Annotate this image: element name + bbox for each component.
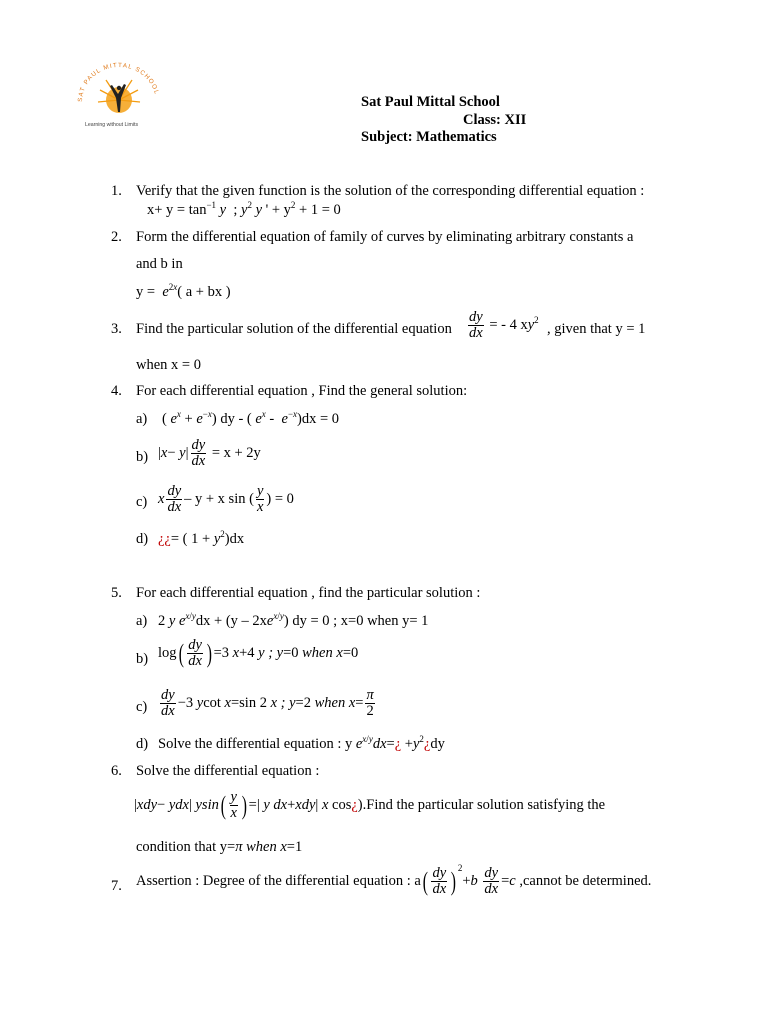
q7-number: 7. bbox=[111, 878, 122, 894]
q4a-label: a) bbox=[136, 411, 148, 427]
q1-number: 1. bbox=[111, 183, 122, 199]
q1-equation: $x+ y = \tan^{-1} y$ ; $y^2$ y ' + $y^2 + 1 = 0$ bbox=[147, 200, 341, 218]
q5c-equation: $\frac{dy}{dx}$ −3 ycot x=sin 2 x ; y=2 when x= $\frac{\pi}{2}$ bbox=[161, 687, 374, 720]
q5a-label: a) bbox=[136, 613, 148, 629]
q2-equation: $y = e^{2x}$( a + bx ) bbox=[136, 282, 231, 300]
logo-text: SAT PAUL MITTAL SCHOOL bbox=[76, 62, 161, 103]
school-name: Sat Paul Mittal School bbox=[361, 94, 500, 110]
q5b-equation: log( $\frac{dy}{dx}$ ) =3 x+4 y ; y=0 when x=0 bbox=[158, 637, 359, 670]
school-logo bbox=[74, 60, 164, 130]
q7-tail: ,cannot be determined. bbox=[519, 873, 652, 890]
q3-text-cont: when x = 0 bbox=[136, 357, 201, 373]
q4d-equation: ¿¿= ( $1 + y^2)dx$ bbox=[158, 529, 245, 547]
q3-condition: , given that y = 1 bbox=[547, 321, 646, 337]
q6-cond-text: condition that y= bbox=[136, 839, 236, 855]
q7-equation: Assertion : Degree of the differential equation : a( $\frac{dy}{dx}$ ) $^2$+b $\frac{dy}{dx}$ =c ,cannot be determined. bbox=[136, 863, 652, 898]
q5a-equation: 2 y $e^{x/y}dx + (y - 2xe^{x/y})$ dy = 0 ; x=0 when y= 1 bbox=[158, 611, 429, 629]
q5b-label: b) bbox=[136, 651, 149, 667]
q4c-label: c) bbox=[136, 494, 148, 510]
q2-text-cont: and b in bbox=[136, 256, 183, 272]
q6-number: 6. bbox=[111, 763, 122, 779]
q3-text: Find the particular solution of the differential equation bbox=[136, 321, 452, 337]
q4c-equation: x $\frac{dy}{dx}$ – y + x sin ( $\frac{y}{x}$ ) = 0 bbox=[158, 483, 294, 516]
q3-equation: $\frac{dy}{dx}$ = - 4 $xy^2$ bbox=[469, 309, 539, 342]
q3-number: 3. bbox=[111, 321, 122, 337]
q4-text: For each differential equation , Find the general solution: bbox=[136, 383, 468, 399]
q6-condition: condition that y=π when x=1 bbox=[136, 839, 303, 855]
q5-text: For each differential equation , find the particular solution : bbox=[136, 585, 481, 601]
q2-number: 2. bbox=[111, 229, 122, 245]
q5-number: 5. bbox=[111, 585, 122, 601]
q6-tail: ).Find the particular solution satisfying the bbox=[357, 797, 606, 814]
q5d-text: Solve the differential equation : y bbox=[158, 736, 353, 752]
logo-emblem-icon bbox=[74, 60, 164, 130]
q4a-equation: ( $e^x + e^{-x}$) dy - ( $e^x - e^{-x})dx = 0$ bbox=[162, 409, 340, 427]
q6-equation: |xdy− ydx| ysin( $\frac{y}{x}$ ) =| y dx+xdy| x cos¿).Find the particular solution satisfying the bbox=[134, 789, 606, 822]
q2-text: Form the differential equation of family of curves by eliminating arbitrary constants a bbox=[136, 229, 634, 245]
q4b-label: b) bbox=[136, 449, 149, 465]
q5d-equation: Solve the differential equation : y $e^{x/y}dx=¿$ $+y^2¿dy$ bbox=[158, 734, 445, 752]
subject-label: Subject: Mathematics bbox=[361, 129, 497, 145]
q4b-equation: |x− y| $\frac{dy}{dx}$ = x + 2y bbox=[158, 437, 261, 470]
logo-tagline: Learning without Limits bbox=[85, 122, 139, 128]
q6-text: Solve the differential equation : bbox=[136, 763, 320, 779]
q7-text: Assertion : Degree of the differential equation : a bbox=[136, 873, 421, 890]
q4-number: 4. bbox=[111, 383, 122, 399]
q5c-label: c) bbox=[136, 699, 148, 715]
q4d-label: d) bbox=[136, 531, 149, 547]
q5d-label: d) bbox=[136, 736, 149, 752]
class-label: Class: XII bbox=[463, 112, 527, 128]
q1-text: Verify that the given function is the solution of the corresponding differential equation : bbox=[136, 183, 645, 199]
